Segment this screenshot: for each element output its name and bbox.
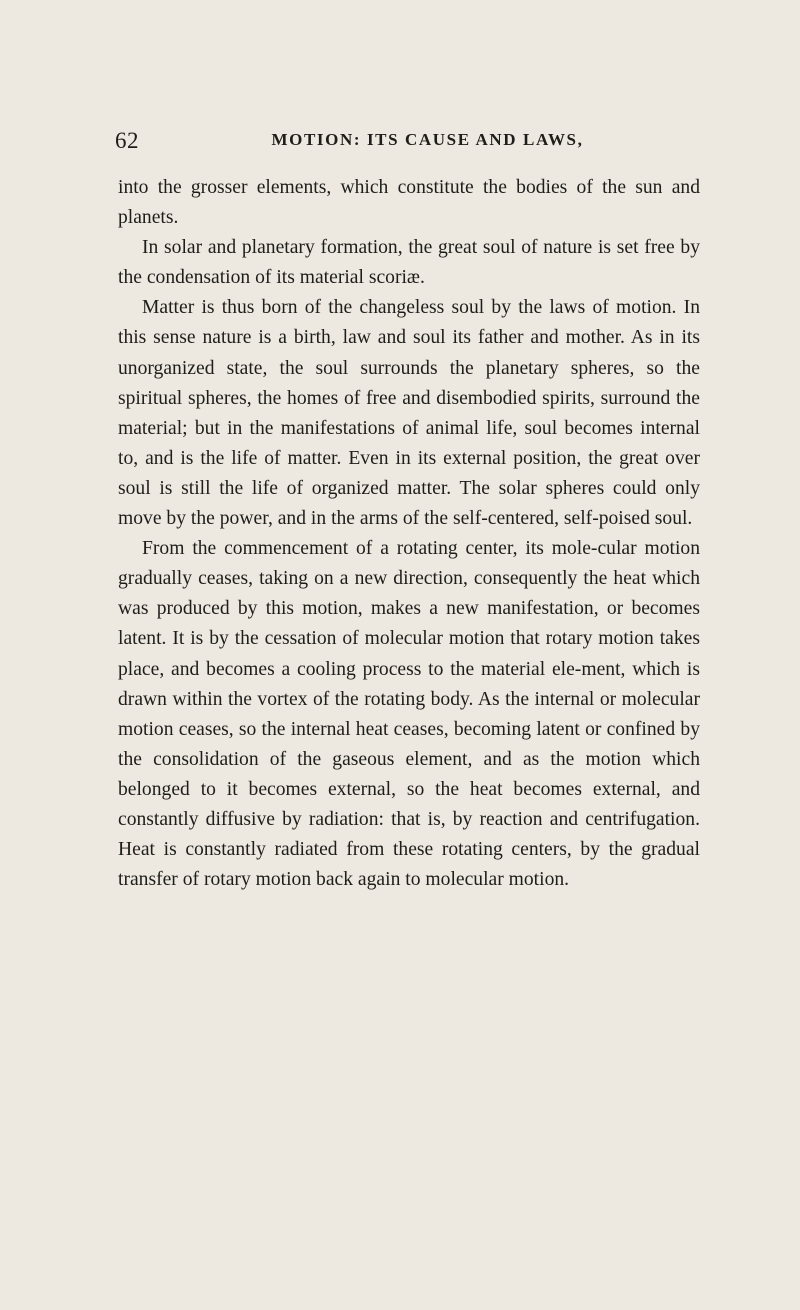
running-title: MOTION: ITS CAUSE AND LAWS,: [271, 130, 584, 149]
paragraph-solar-formation: In solar and planetary formation, the great soul of nature is set free by the condensation of its material scoriæ.: [118, 237, 700, 289]
paragraph-matter-born: Matter is thus born of the changeless soul by the laws of motion. In this sense nature is a birth, law and soul its father and mother. As in its unorganized state, the soul surrounds the planetary spheres, so the spiritual spheres, the homes of free and disembodied spirits, surround the material; but in the manifestations of animal life, soul becomes internal to, and is the life of matter. Even in its external position, the great over soul is still the life of organized matter. The solar spheres could only move by the power, and in the arms of the self-centered, self-poised soul.: [118, 297, 700, 530]
running-head: [115, 128, 700, 158]
paragraph-continuation: into the grosser elements, which constitute the bodies of the sun and planets.: [118, 177, 700, 229]
body-text: [118, 173, 700, 895]
paragraph-rotating-center: From the commencement of a rotating center, its mole-cular motion gradually ceases, taking on a new direction, consequently the heat which was produced by this motion, makes a new manifestation, or becomes latent. It is by the cessation of molecular motion that rotary motion takes place, and becomes a cooling process to the material ele-ment, which is drawn within the vortex of the rotating body. As the internal or molecular motion ceases, so the internal heat ceases, becoming latent or confined by the consolidation of the gaseous element, and as the motion which belonged to it becomes external, so the heat becomes external, and constantly diffusive by radiation: that is, by reaction and centrifugation. Heat is constantly radiated from these rotating centers, by the gradual transfer of rotary motion back again to molecular motion.: [118, 538, 700, 891]
page-number: 62: [115, 128, 139, 153]
